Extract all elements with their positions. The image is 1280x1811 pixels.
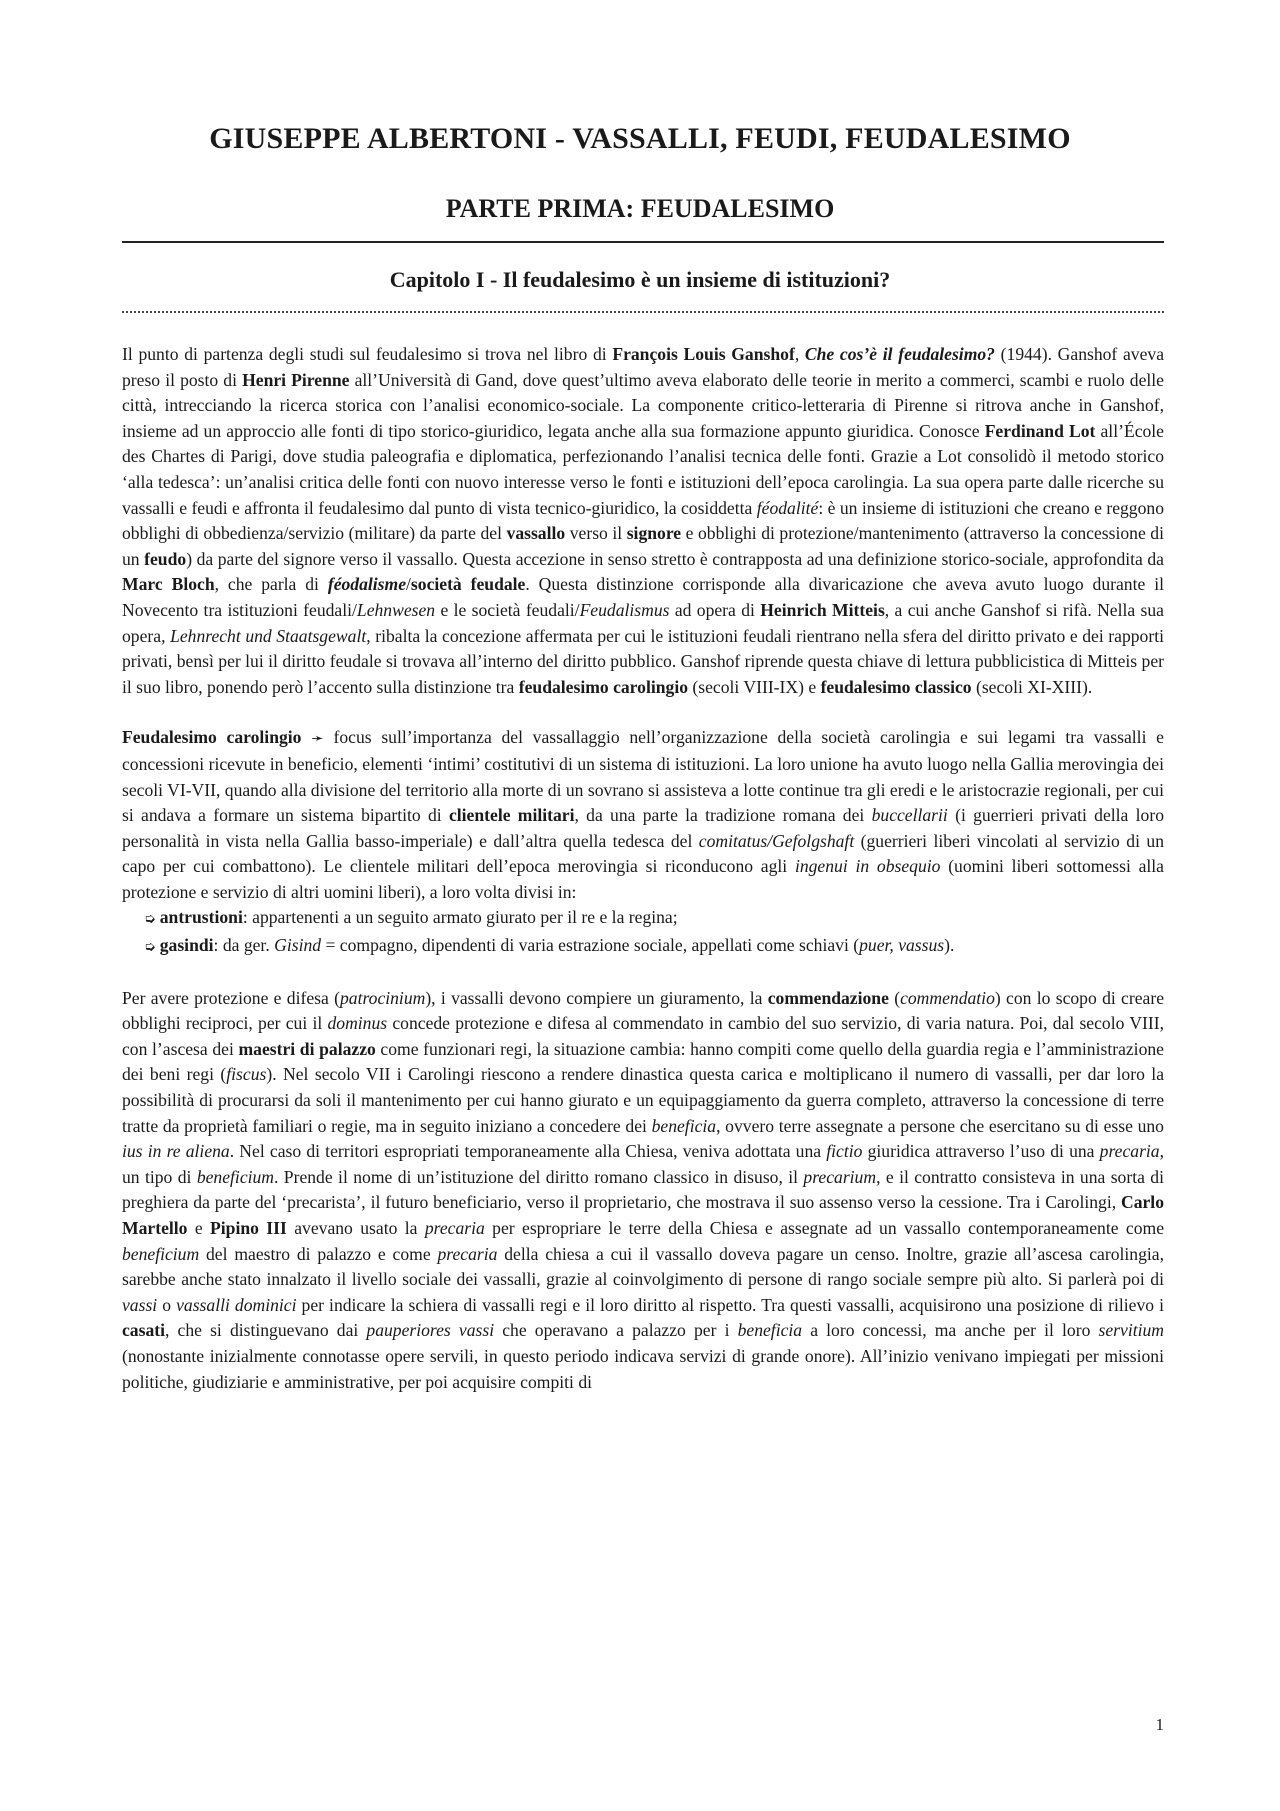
italic-term: precarium: [803, 1166, 877, 1187]
italic-term: féodalité: [756, 497, 819, 518]
text-run: della chiesa a cui il vassallo doveva pagare un censo. Inoltre, grazie all’ascesa carolingia, sarebbe anche stato innalzato il livello sociale dei vassalli, grazie al coinvolgimento di persone di rango sociale sempre più alto. Si parlerà poi di: [122, 1243, 1164, 1290]
chapter-title: Capitolo I - Il feudalesimo è un insieme di istituzioni?: [389, 267, 891, 292]
text-run: . Nel caso di territori espropriati temporaneamente alla Chiesa, veniva adottata una: [229, 1141, 827, 1162]
text-run: concede protezione e difesa al commendato in cambio del suo servizio, di varia natura. Poi, dal secolo VIII, con l’ascesa dei: [122, 1013, 1164, 1059]
bold-term: feudo: [144, 548, 187, 569]
italic-term: vassi: [122, 1294, 158, 1315]
text-run: e obblighi di protezione/mantenimento (attraverso la concessione di un: [122, 523, 1164, 569]
text-run: e le società feudali/: [435, 599, 580, 620]
italic-term: ius in re aliena: [122, 1141, 230, 1162]
text-run: , da una parte la tradizione romana dei: [574, 805, 872, 826]
bold-term: gasindi: [159, 935, 214, 956]
italic-term: beneficia: [651, 1115, 717, 1136]
text-run: = compagno, dipendenti di varia estrazione sociale, appellati come schiavi (: [321, 935, 860, 956]
text-run: (uomini liberi sottomessi alla protezione e servizio di altri uomini liberi), a loro volta divisi in:: [122, 856, 1164, 902]
italic-term: beneficium: [196, 1166, 275, 1187]
italic-term: fiscus: [226, 1064, 267, 1085]
text-run: , ovvero terre assegnate a persone che esercitano su di esse uno: [716, 1115, 1164, 1136]
bold-term: clientele militari: [448, 805, 575, 826]
text-run: (i guerrieri privati della loro personalità in vista nella Gallia basso-imperiale) e dall’altra quella tedesca del: [122, 805, 1164, 851]
bold-term: vassallo: [506, 523, 566, 544]
italic-term: ingenui in obsequio: [794, 856, 941, 877]
text-run: ) con lo scopo di creare obblighi reciproci, per cui il: [122, 987, 1165, 1034]
list-item: [144, 933, 1164, 961]
bold-term: casati: [122, 1320, 165, 1341]
arrow-icon: ➛: [311, 729, 324, 748]
document-title: GIUSEPPE ALBERTONI - VASSALLI, FEUDI, FEUDALESIMO: [209, 122, 1071, 155]
italic-term: Lehnrecht und Staatsgewalt: [170, 625, 367, 646]
italic-term: precaria: [437, 1243, 498, 1264]
bullet-list: [122, 905, 1164, 960]
text-run: che operavano a palazzo per i: [494, 1320, 738, 1341]
dotted-divider: [122, 311, 1164, 313]
text-run: : è un insieme di istituzioni che creano e reggono obblighi di obbedienza/servizio (militare) da parte del: [122, 497, 1164, 544]
bold-term: società feudale: [410, 574, 526, 595]
text-run: focus sull’importanza del vassallaggio nell’organizzazione della società carolingia e sui legami tra vassalli e concessioni ricevute in beneficio, elementi ‘intimi’ costitutivi di un sistema di istituzioni. La loro unione ha avuto luogo nella Gallia merovingia dei secoli VI-VII, quando alla divisione del territorio alla morte di un sovrano si assisteva a lotte continue tra gli eredi e le aristocrazie regionali, per cui si andava a formare un sistema bipartito di: [122, 727, 1164, 826]
text-run: (guerrieri liberi vincolati al servizio di un capo per cui combattono). Le clientele militari dell’epoca merovingia si riconducono agli: [122, 830, 1164, 877]
bold-term: Ferdinand Lot: [984, 420, 1096, 441]
italic-term: Che cos’è il feudalesimo?: [804, 344, 995, 364]
text-run: o: [157, 1294, 177, 1315]
bold-term: Henri Pirenne: [242, 369, 350, 390]
bold-term: maestri di palazzo: [238, 1038, 376, 1059]
text-run: per indicare la schiera di vassalli regi e il loro diritto al rispetto. Tra questi vassalli, acquisirono una posizione di rilievo i: [296, 1294, 1164, 1315]
italic-term: puer, vassus: [859, 935, 945, 956]
text-run: ,: [794, 344, 805, 364]
bold-term: François Louis Ganshof: [612, 344, 795, 364]
text-run: Il punto di partenza degli studi sul feudalesimo si trova nel libro di: [122, 344, 613, 364]
arrow-bullet-icon: ➭: [144, 911, 156, 928]
text-run: a loro concessi, ma anche per il loro: [802, 1320, 1099, 1341]
italic-term: comitatus/Gefolgshaft: [698, 830, 855, 851]
italic-term: patrocinium: [339, 987, 426, 1008]
italic-term: beneficia: [737, 1320, 803, 1341]
italic-term: vassalli dominici: [176, 1294, 297, 1315]
text-run: avevano usato la: [286, 1218, 425, 1238]
text-run: ), i vassalli devono compiere un giuramento, la: [425, 987, 768, 1008]
italic-term: precaria: [1099, 1141, 1160, 1162]
text-run: come funzionari regi, la situazione cambia: hanno compiti come quello della guardia regia e l’amministrazione dei beni regi (: [122, 1038, 1164, 1085]
italic-term: Lehnwesen: [356, 599, 436, 620]
text-run: del maestro di palazzo e come: [199, 1243, 438, 1264]
bold-term: Marc Bloch: [122, 574, 215, 595]
italic-term: féodalisme: [327, 574, 407, 595]
italic-term: pauperiores vassi: [366, 1320, 495, 1341]
text-run: ).: [944, 935, 955, 956]
text-run: (secoli VIII-IX) e: [688, 676, 821, 697]
text-run: ). Nel secolo VII i Carolingi riescono a rendere dinastica questa carica e moltiplicano il numero di vassalli, per dar loro la possibilità di procurarsi da soli il mantenimento per cui hanno giurato e un equipaggiamento da guerra completo, attraverso la concessione di terre tratte da proprietà familiari o regie, ma in seguito iniziano a concedere dei: [122, 1064, 1164, 1136]
text-run: , ribalta la concezione affermata per cui le istituzioni feudali rientrano nella sfera del diritto privato e dei rapporti privati, bensì per lui il diritto feudale si trovava all’interno del diritto pubblico. Ganshof riprende questa chiave di lettura pubblicistica di Mitteis per il suo libro, ponendo però l’accento sulla distinzione tra: [122, 625, 1164, 697]
bold-term: Carlo Martello: [122, 1192, 1164, 1238]
text-run: ) da parte del signore verso il vassallo. Questa accezione in senso stretto è contrapposta ad una definizione storico-sociale, approfondita da: [186, 548, 1164, 569]
part-title: PARTE PRIMA: FEUDALESIMO: [445, 194, 835, 223]
bold-term: antrustioni: [159, 907, 243, 928]
bold-term: Pipino III: [210, 1218, 287, 1238]
italic-term: Gisind: [274, 935, 322, 956]
text-run: (: [888, 987, 901, 1008]
bold-term: commendazione: [767, 987, 889, 1008]
text-run: , e il contratto consisteva in una sorta di preghiera da parte del ‘precarista’, il futuro beneficiario, verso il proprietario, che mostrava il suo assenso verso la cessione. Tra i Carolingi,: [122, 1166, 1164, 1213]
text-run: (secoli XI-XIII).: [971, 676, 1093, 697]
document-body: [122, 342, 1164, 1420]
solid-divider: [122, 241, 1164, 243]
text-run: (1944). Ganshof aveva preso il posto di: [122, 344, 1165, 390]
text-run: , che si distinguevano dai: [165, 1320, 367, 1341]
text-run: all’École des Chartes di Parigi, dove studia paleografia e diplomatica, perfezionando l’analisi tecnica delle fonti. Grazie a Lot consolidò il metodo storico ‘alla tedesca’: un’analisi critica delle fonti con nuovo interesse verso le fonti e istituzioni dell’epoca carolingia. La sua opera parte dalle ricerche su vassalli e feudi e affronta il feudalesimo dal punto di vista tecnico-giuridico, la cosiddetta: [122, 420, 1164, 518]
italic-term: dominus: [327, 1013, 388, 1034]
arrow-bullet-icon: ➭: [144, 939, 156, 956]
text-run: Per avere protezione e difesa (: [122, 987, 340, 1008]
text-run: verso il: [565, 523, 627, 544]
bold-term: feudalesimo carolingio: [518, 676, 689, 697]
text-run: : da ger.: [213, 935, 275, 956]
text-run: (nonostante inizialmente connotasse opere servili, in questo periodo indicava servizi di grande onore). All’inizio venivano impiegati per missioni politiche, giudiziarie e amministrative, per poi acquisire compiti di: [122, 1345, 1164, 1392]
italic-term: commendatio: [900, 987, 995, 1008]
italic-term: beneficium: [122, 1243, 200, 1264]
page-number: 1: [1155, 1715, 1164, 1734]
bold-term: signore: [626, 523, 682, 544]
text-run: per espropriare le terre della Chiesa e assegnate ad un vassallo contemporaneamente come: [484, 1218, 1164, 1238]
text-run: e: [187, 1218, 211, 1238]
list-item: [144, 905, 1164, 933]
italic-term: Feudalismus: [579, 599, 670, 620]
italic-term: buccellarii: [871, 805, 948, 826]
bold-term: Feudalesimo carolingio: [122, 727, 302, 748]
text-run: ad opera di: [669, 599, 761, 620]
text-run: , che parla di: [214, 574, 328, 595]
paragraph-commendation: [122, 986, 1164, 1396]
text-run: , a cui anche Ganshof si rifà. Nella sua opera,: [122, 599, 1164, 646]
paragraph-carolingian: [122, 725, 1164, 905]
text-run: . Questa distinzione corrisponde alla divaricazione che aveva avuto luogo durante il Novecento tra istituzioni feudali/: [122, 574, 1164, 620]
text-run: /: [406, 574, 411, 595]
bold-term: feudalesimo classico: [820, 676, 972, 697]
text-run: . Prende il nome di un’istituzione del diritto romano classico in disuso, il: [274, 1166, 804, 1187]
paragraph-ganshof: [122, 342, 1164, 700]
italic-term: precaria: [424, 1218, 485, 1238]
italic-term: servitium: [1098, 1320, 1164, 1341]
bold-term: Heinrich Mitteis: [760, 599, 885, 620]
text-run: all’Università di Gand, dove quest’ultimo aveva elaborato delle teorie in merito a commerci, scambi e ruolo delle città, intrecciando la ricerca storica con l’analisi economico-sociale. La componente critico-letteraria di Pirenne si ritrova anche in Ganshof, insieme ad un approccio alle fonti di tipo storico-giuridico, legata anche alla sua formazione appunto giuridica. Conosce: [122, 369, 1164, 441]
text-run: : appartenenti a un seguito armato giurato per il re e la regina;: [242, 907, 678, 928]
text-run: , un tipo di: [122, 1141, 1165, 1187]
text-run: giuridica attraverso l’uso di una: [862, 1141, 1100, 1162]
italic-term: fictio: [826, 1141, 863, 1162]
